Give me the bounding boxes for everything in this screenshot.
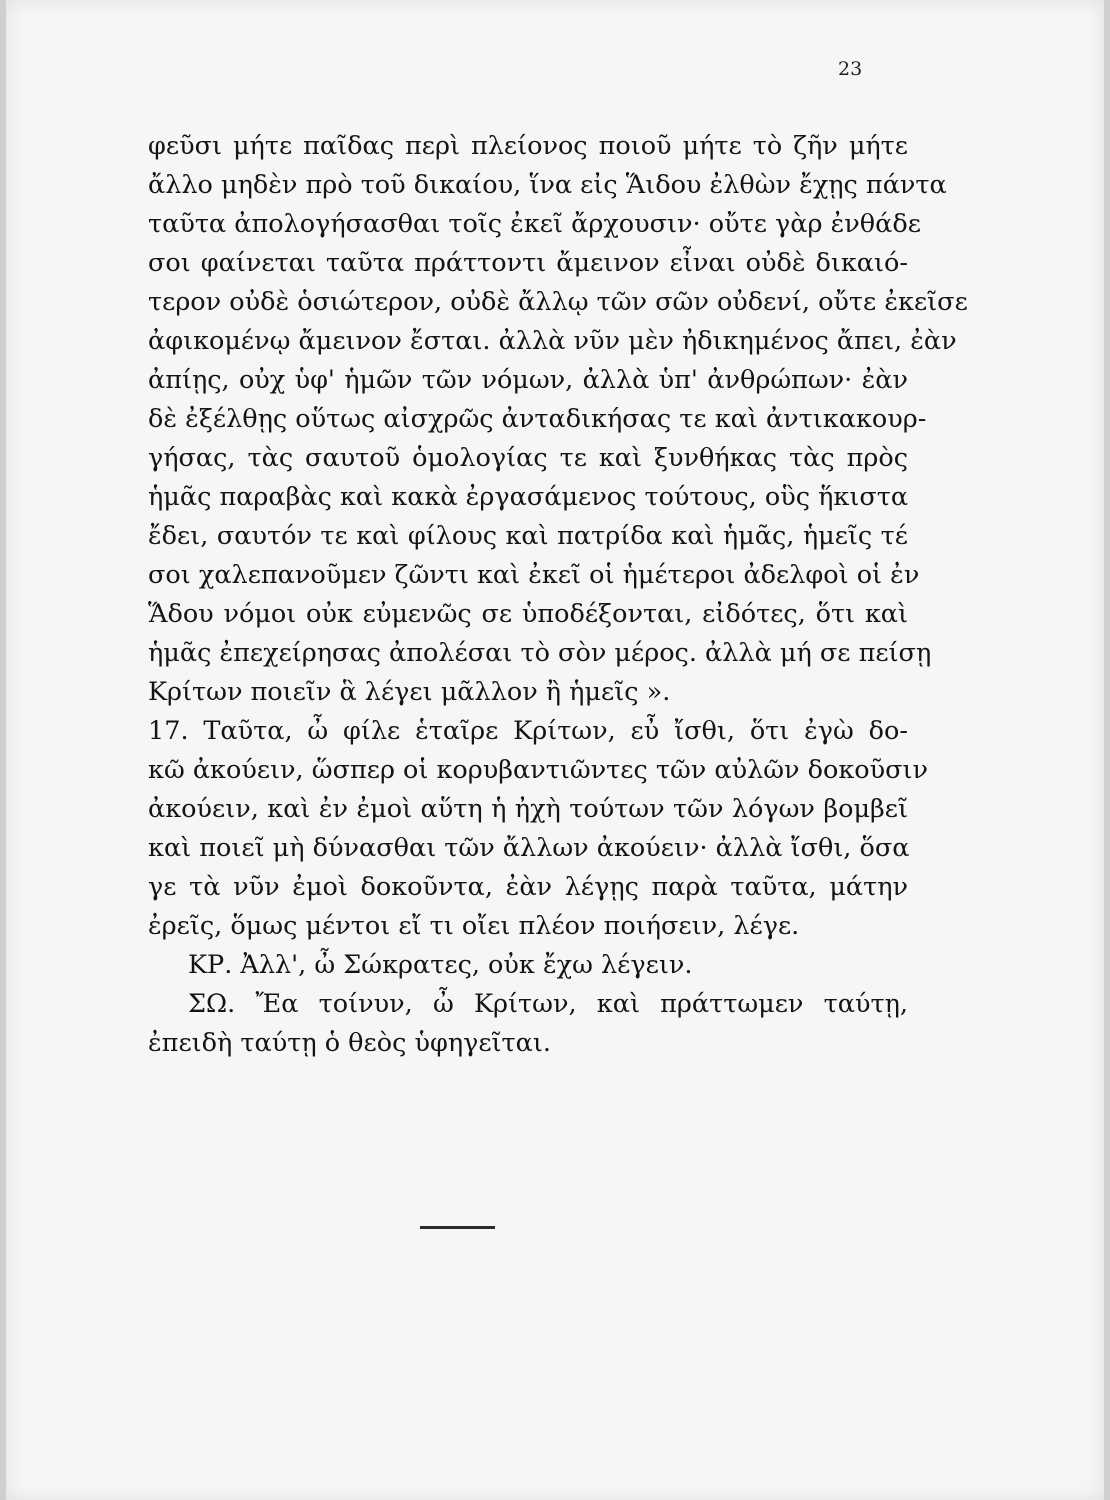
text-line: γε τὰ νῦν ἐμοὶ δοκοῦντα, ἐὰν λέγῃς παρὰ ταῦτα, μάτην [148, 872, 908, 902]
text-line: γήσας, τὰς σαυτοῦ ὁμολογίας τε καὶ ξυνθήκας τὰς πρὸς [148, 443, 908, 473]
scan-edge-right [1104, 0, 1110, 1500]
text-line: σοι φαίνεται ταῦτα πράττοντι ἄμεινον εἶναι οὐδὲ δικαιό- [148, 248, 908, 278]
text-line: δὲ ἐξέλθῃς οὕτως αἰσχρῶς ἀνταδικήσας τε καὶ ἀντικακουρ- [148, 404, 927, 434]
text-line: ἡμᾶς ἐπεχείρησας ἀπολέσαι τὸ σὸν μέρος. ἀλλὰ μή σε πείσῃ [148, 638, 932, 668]
ending-rule [420, 1226, 495, 1229]
text-line: φεῦσι μήτε παῖδας περὶ πλείονος ποιοῦ μήτε τὸ ζῆν μήτε [148, 131, 908, 161]
text-line: τερον οὐδὲ ὁσιώτερον, οὐδὲ ἄλλῳ τῶν σῶν οὐδενί, οὔτε ἐκεῖσε [148, 287, 968, 317]
text-line: ἔδει, σαυτόν τε καὶ φίλους καὶ πατρίδα καὶ ἡμᾶς, ἡμεῖς τέ [148, 521, 908, 551]
text-line: Κρίτων ποιεῖν ἃ λέγει μᾶλλον ἢ ἡμεῖς ». [148, 677, 671, 707]
text-line: σοι χαλεπανοῦμεν ζῶντι καὶ ἐκεῖ οἱ ἡμέτεροι ἀδελφοὶ οἱ ἐν [148, 560, 920, 590]
text-line: ἐπειδὴ ταύτῃ ὁ θεὸς ὑφηγεῖται. [148, 1028, 551, 1058]
text-line: ταῦτα ἀπολογήσασθαι τοῖς ἐκεῖ ἄρχουσιν· οὔτε γὰρ ἐνθάδε [148, 209, 921, 239]
main-text [148, 127, 968, 1063]
text-line: καὶ ποιεῖ μὴ δύνασθαι τῶν ἄλλων ἀκούειν· ἀλλὰ ἴσθι, ὅσα [148, 833, 910, 863]
text-line: ἀφικομένῳ ἄμεινον ἔσται. ἀλλὰ νῦν μὲν ἠδικημένος ἄπει, ἐὰν [148, 326, 957, 356]
text-line: ἐρεῖς, ὅμως μέντοι εἴ τι οἴει πλέον ποιήσειν, λέγε. [148, 911, 800, 941]
dialogue-line-so: ΣΩ. Ἔα τοίνυν, ὦ Κρίτων, καὶ πράττωμεν ταύτῃ, [188, 989, 908, 1019]
text-line: ἀπίῃς, οὐχ ὑφ' ἡμῶν τῶν νόμων, ἀλλὰ ὑπ' ἀνθρώπων· ἐὰν [148, 365, 908, 395]
text-line: Ἅδου νόμοι οὐκ εὐμενῶς σε ὑποδέξονται, εἰδότες, ὅτι καὶ [148, 599, 908, 629]
text-line: ἡμᾶς παραβὰς καὶ κακὰ ἐργασάμενος τούτους, οὓς ἥκιστα [148, 482, 909, 512]
dialogue-line-kr: ΚΡ. Ἀλλ', ὦ Σώκρατες, οὐκ ἔχω λέγειν. [188, 950, 693, 980]
text-line: ἄλλο μηδὲν πρὸ τοῦ δικαίου, ἵνα εἰς Ἅιδου ἐλθὼν ἔχῃς πάντα [148, 170, 947, 200]
text-line: κῶ ἀκούειν, ὥσπερ οἱ κορυβαντιῶντες τῶν αὐλῶν δοκοῦσιν [148, 755, 929, 785]
text-line: ἀκούειν, καὶ ἐν ἐμοὶ αὕτη ἡ ἠχὴ τούτων τῶν λόγων βομβεῖ [148, 794, 908, 824]
text-line: 17. Ταῦτα, ὦ φίλε ἑταῖρε Κρίτων, εὖ ἴσθι, ὅτι ἐγὼ δο- [148, 716, 908, 746]
page-number: 23 [838, 58, 863, 80]
